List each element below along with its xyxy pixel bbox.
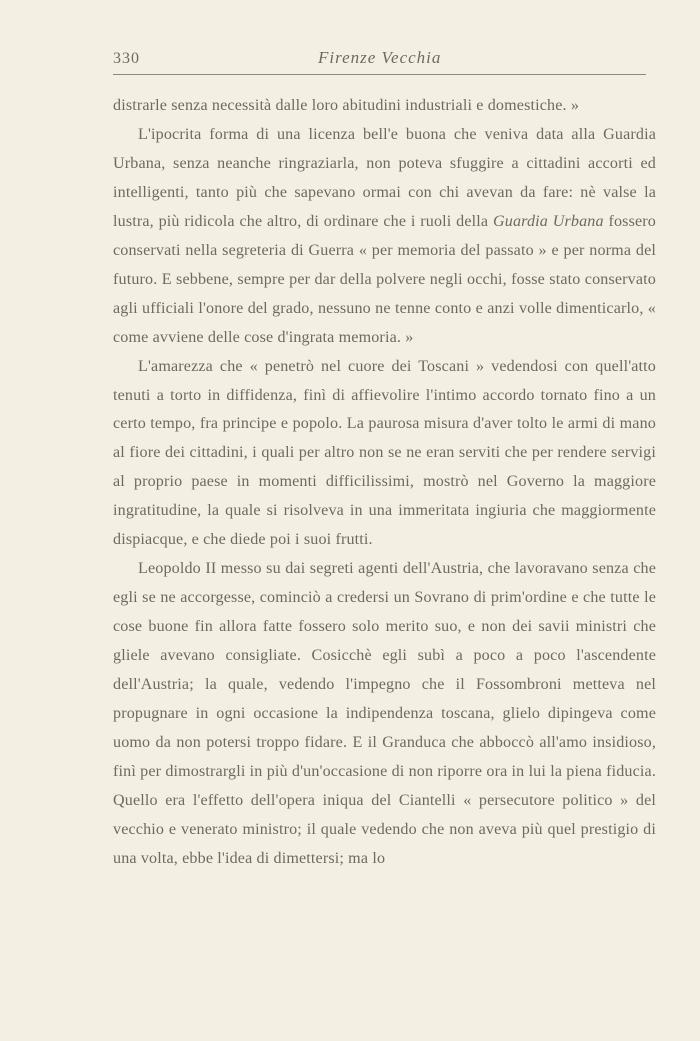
paragraph-4: Leopoldo II messo su dai segreti agenti dell'Austria, che lavoravano senza che egli se ne accorgesse, cominciò a credersi un Sovrano di prim'ordine e che tutte le cose buone fin allora fatte fossero solo merito suo, e non dei savii ministri che gliele avevano consigliate. Cosicchè egli subì a poco a poco l'ascendente dell'Austria; la quale, vedendo l'impegno che il Fossombroni metteva nel propugnare in ogni occasione la indipendenza toscana, glielo dipingeva come uomo da non potersi troppo fidare. E il Granduca che abboccò all'amo insidioso, finì per dimostrargli in più d'un'occasione di non riporre ora in lui la piena fiducia. Quello era l'effetto dell'opera iniqua del Ciantelli « persecutore politico » del vecchio e venerato ministro; il quale vedendo che non aveva più quel prestigio di una volta, ebbe l'idea di dimettersi; ma lo [113,560,656,867]
paragraph-2-text-b: fossero conservati nella segreteria di Guerra « per memoria del passato » e per norma del futuro. E sebbene, sempre per dar della polvere negli occhi, fosse stato conservato agli ufficiali l'onore del grado, nessuno ne tenne conto e anzi volle dimenticarlo, « come avviene delle cose d'ingrata memoria. » [113,212,656,346]
paragraph-2 [113,121,656,353]
running-title: Firenze Vecchia [318,48,442,67]
paragraph-2-italic-term: Guardia Urbana [492,212,604,230]
paragraph-1: distrarle senza necessità dalle loro abitudini industriali e domestiche. » [113,97,580,114]
body-text [113,75,656,874]
paragraph-2-text-a: L'ipocrita forma di una licenza bell'e buona che veniva data alla Guardia Urbana, senza neanche ringraziarla, non poteva sfuggire a cittadini accorti ed intelligenti, tanto più che sapevano ormai con chi avevan da fare: nè valse la lustra, più ridicola che altro, di ordinare che i ruoli della [113,125,656,230]
page-header [113,0,646,75]
page-number: 330 [113,50,140,67]
paragraph-3: L'amarezza che « penetrò nel cuore dei Toscani » vedendosi con quell'atto tenuti a torto in diffidenza, finì di affievolire l'intimo accordo tornato fino a un certo tempo, fra principe e popolo. La paurosa misura d'aver tolto le armi di mano al fiore dei cittadini, i quali per altro non se ne eran serviti che per rendere servigi al proprio paese in momenti difficilissimi, mostrò nel Governo la maggiore ingratitudine, la quale si risolveva in una immeritata ingiuria che maggiormente dispiacque, e che diede poi i suoi frutti. [113,357,656,549]
